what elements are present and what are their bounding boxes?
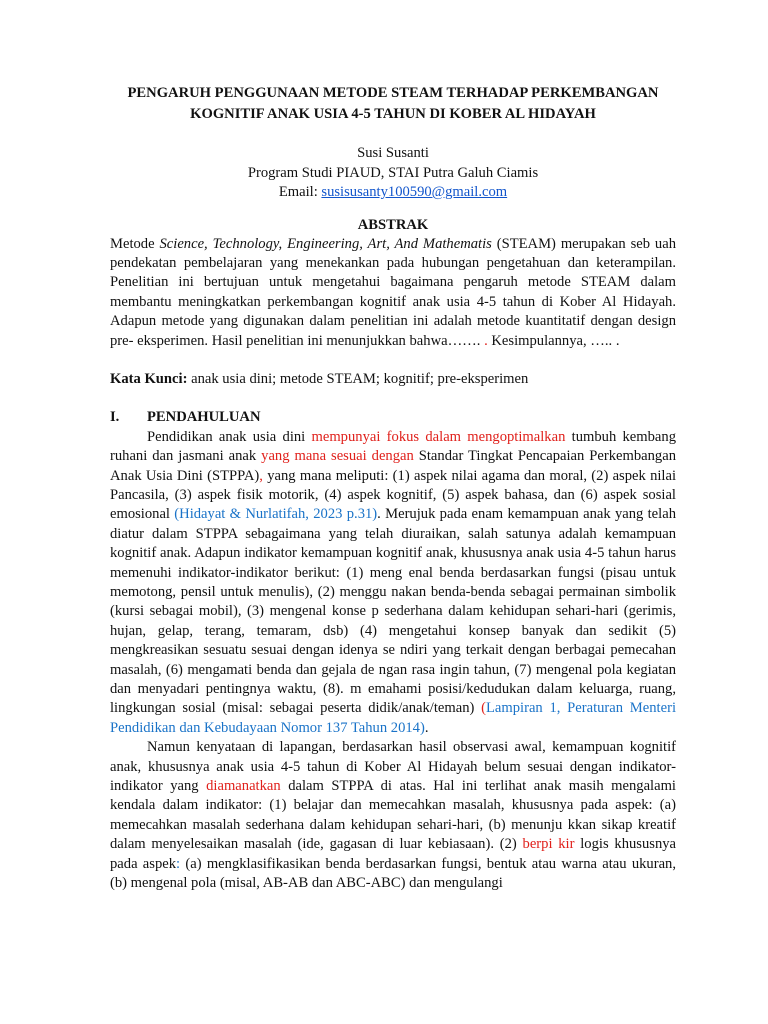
page-content [110, 83, 676, 894]
p1-text-e: . Merujuk pada enam kemampuan anak yang telah diatur dalam STPPA sebagaimana yang telah diuraikan, salah satunya adalah kemampuan kognitif anak. Adapun indikator kemampuan kognitif anak, khususnya anak usia 4-5 tahun harus memenuhi indikator-indikator berikut: (1) meng enal benda berdasarkan fungsi (pisau untuk memotong, pensil untuk menulis), (2) menggu nakan benda-benda sebagai permainan simbolik (kursi sebagai mobil), (3) mengenal konse p sederhana dalam kehidupan sehari-hari (gerimis, hujan, gelap, terang, temaram, dsb) (4) mengetahui konsep banyak dan sedikit (5) mengkreasikan sesuatu sesuai dengan idenya se ndiri yang terkait dengan berbagai pemecahan masalah, (6) mengamati benda dan gejala de ngan rasa ingin tahun, (7) mengenal pola kegiatan dan menyadari pentingnya waktu, (8). m emahami posisi/kedudukan dalam keluarga, ruang, lingkungan sosial (misal: sebagai peserta didik/anak/teman) [110, 506, 676, 717]
abstract-text [110, 235, 676, 351]
keywords [110, 370, 676, 389]
p1-text-a: Pendidikan anak usia dini [147, 428, 312, 445]
title-line-2: KOGNITIF ANAK USIA 4-5 TAHUN DI KOBER AL HIDAYAH [190, 106, 596, 122]
section-heading [110, 408, 676, 427]
abstract-italic: Science, Technology, Engineering, Art, And Mathematis [159, 235, 492, 252]
title-line-1: PENGARUH PENGGUNAAN METODE STEAM TERHADAP PERKEMBANGAN [127, 85, 659, 101]
p2-blue-colon: : [176, 855, 181, 872]
email-link[interactable]: susisusanty100590@gmail.com [321, 184, 508, 200]
author-block [110, 144, 676, 203]
email-label: Email: [278, 184, 322, 200]
p2-highlight-1: diamanatkan [206, 778, 281, 795]
author-affiliation: Program Studi PIAUD, STAI Putra Galuh Ciamis [247, 164, 539, 181]
intro-paragraph-2 [110, 738, 676, 893]
p2-text-d: logis khususnya pada aspek [110, 836, 677, 872]
p2-text-a: Namun kenyataan di lapangan, berdasarkan hasil observasi awal, kemampuan kognitif anak, khususnya anak usia 4-5 tahun di Kober Al Hidayah belum sesuai dengan indikator-indikator yang [110, 739, 676, 795]
p2-text-c: . (2) [490, 836, 523, 853]
p1-highlight-3: , [259, 467, 263, 484]
p1-text-b: tumbuh kembang ruhani dan jasmani anak [110, 428, 676, 465]
p2-text-b: dalam STPPA di atas. Hal ini terlihat anak masih mengalami kendala dalam indikator: (1) belajar dan memecahkan masalah, khususnya pada aspek: (a) memecahkan masalah sederhana dalam kehidupan sehari-hari, (b) menunju kkan sikap kreatif dalam menyelesaikan masalah (ide, gagasan di luar kebiasaan) [110, 778, 676, 853]
author-name: Susi Susanti [357, 145, 429, 161]
keywords-text: anak usia dini; metode STEAM; kognitif; pre-eksperimen [187, 370, 529, 387]
p1-text-f: . [424, 719, 429, 736]
abstract-heading: ABSTRAK [357, 216, 429, 233]
p2-highlight-2: berpi kir [522, 836, 575, 853]
section-title: PENDAHULUAN [147, 409, 261, 426]
p1-text-c: Standar Tingkat Pencapaian Perkembangan Anak Usia Dini (STPPA) [110, 448, 676, 484]
section-number: I. [110, 409, 120, 426]
p1-highlight-2: yang mana sesuai dengan [261, 448, 414, 465]
abstract-red-dot: . [484, 332, 488, 349]
p2-text-e: (a) mengklasifikasikan benda berdasarkan fungsi, bentuk atau warna atau ukuran, (b) mengenal pola (misal, AB-AB dan ABC-ABC) dan mengulangi [110, 855, 676, 892]
abstract-lead: Metode [110, 235, 160, 252]
paper-title [110, 83, 676, 125]
p1-text-d: yang mana meliputi: (1) aspek nilai agama dan moral, (2) aspek nilai Pancasila, (3) aspek fisik motorik, (4) aspek kognitif, (5) aspek bahasa, dan (6) aspek sosial emosional [110, 467, 677, 523]
p1-citation-1: (Hidayat & Nurlatifah, 2023 p.31) [174, 506, 378, 523]
p1-citation-2: Lampiran 1, Peraturan Menteri Pendidikan dan Kebudayaan Nomor 137 Tahun 2014) [110, 700, 676, 736]
intro-paragraph-1 [110, 428, 676, 739]
p1-highlight-4: ( [481, 700, 486, 717]
author-email [110, 183, 676, 203]
abstract-tail: Kesimpulannya, ….. . [487, 332, 620, 349]
keywords-label: Kata Kunci: [110, 370, 188, 387]
p1-highlight-1: mempunyai fokus dalam mengoptimalkan [311, 428, 566, 445]
abstract-body: (STEAM) merupakan seb uah pendekatan pembelajaran yang menekankan pada hubungan pengetahuan dan keterampilan. Penelitian ini bertujuan untuk mengetahui bagaimana pengaruh metode STEAM dalam membantu meningkatkan perkembangan kognitif anak usia 4-5 tahun di Kober Al Hidayah. Adapun metode yang digunakan dalam penelitian ini adalah metode kuantitatif dengan design pre- eksperimen. Hasil penelitian ini menunjukkan bahwa……. [110, 235, 677, 349]
